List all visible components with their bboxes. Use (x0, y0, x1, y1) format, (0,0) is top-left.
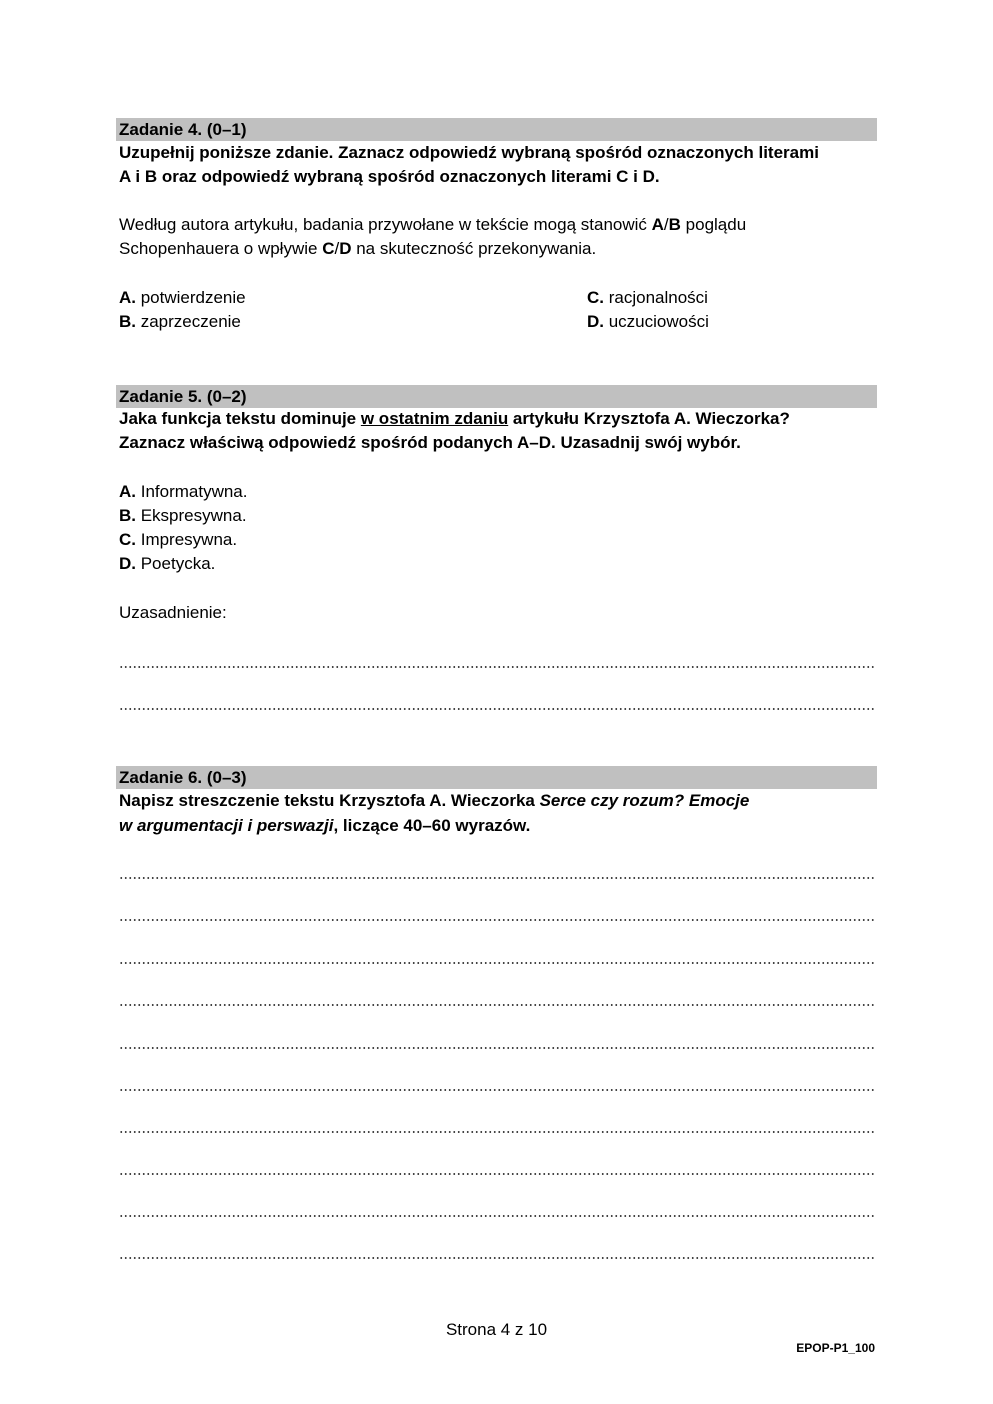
task-4-option-d[interactable] (587, 310, 709, 334)
task-4-header: Zadanie 4. (0–1) (116, 118, 877, 141)
option-letter: A. (119, 288, 136, 307)
slash: / (663, 215, 669, 234)
option-text: Ekspresywna. (136, 506, 247, 525)
option-text: potwierdzenie (136, 288, 246, 307)
answer-line[interactable] (119, 707, 874, 711)
task-4-option-a[interactable] (119, 286, 246, 310)
task-5-option-a[interactable] (119, 480, 248, 504)
answer-line[interactable] (119, 876, 874, 880)
choice-b-marker: B (668, 215, 681, 234)
task-4-option-b[interactable] (119, 310, 241, 334)
answer-line[interactable] (119, 961, 874, 965)
option-letter: A. (119, 482, 136, 501)
answer-line[interactable] (119, 665, 874, 669)
option-letter: C. (119, 530, 136, 549)
instruction-text: , liczące 40–60 wyrazów. (333, 816, 531, 835)
task-5-option-b[interactable] (119, 504, 247, 528)
underlined-phrase: w ostatnim zdaniu (360, 409, 509, 428)
option-text: Informatywna. (136, 482, 248, 501)
sentence-text: Według autora artykułu, badania przywołane w tekście mogą stanowić (119, 215, 652, 234)
answer-line[interactable] (119, 1256, 874, 1260)
answer-line[interactable] (119, 1130, 874, 1134)
task-6-header: Zadanie 6. (0–3) (116, 766, 877, 789)
option-letter: D. (119, 554, 136, 573)
task-4-sentence-line-1 (119, 213, 746, 237)
choice-c-marker: C (322, 239, 335, 258)
task-4-option-c[interactable] (587, 286, 708, 310)
answer-line[interactable] (119, 918, 874, 922)
task-4-sentence-line-2 (119, 237, 596, 261)
option-letter: B. (119, 506, 136, 525)
answer-line[interactable] (119, 1046, 874, 1050)
answer-line[interactable] (119, 1088, 874, 1092)
task-4-instruction-line-1: Uzupełnij poniższe zdanie. Zaznacz odpowiedź wybraną spośród oznaczonych literami (119, 143, 819, 162)
article-title: w argumentacji i perswazji (119, 816, 334, 835)
answer-line[interactable] (119, 1172, 874, 1176)
task-5-option-d[interactable] (119, 552, 215, 576)
sentence-text: Schopenhauera o wpływie (119, 239, 323, 258)
option-text: uczuciowości (604, 312, 709, 331)
option-letter: B. (119, 312, 136, 331)
slash: / (334, 239, 340, 258)
task-5-question-line-2: Zaznacz właściwą odpowiedź spośród podanych A–D. Uzasadnij swój wybór. (119, 433, 741, 452)
option-letter: C. (587, 288, 604, 307)
answer-line[interactable] (119, 1003, 874, 1007)
choice-d-marker: D (339, 239, 352, 258)
choice-a-marker: A (651, 215, 664, 234)
option-letter: D. (587, 312, 604, 331)
instruction-text: Napisz streszczenie tekstu Krzysztofa A. Wieczorka (119, 791, 540, 810)
option-text: zaprzeczenie (136, 312, 241, 331)
article-title: Serce czy rozum? Emocje (539, 791, 750, 810)
task-5-question-line-1 (119, 407, 790, 431)
task-5-option-c[interactable] (119, 528, 237, 552)
sentence-text: na skuteczność przekonywania. (351, 239, 597, 258)
question-text: artykułu Krzysztofa A. Wieczorka? (508, 409, 790, 428)
question-text: Jaka funkcja tekstu dominuje (119, 409, 361, 428)
sentence-text: poglądu (680, 215, 747, 234)
answer-line[interactable] (119, 1214, 874, 1218)
task-5-header: Zadanie 5. (0–2) (116, 385, 877, 408)
page-number: Strona 4 z 10 (445, 1320, 548, 1339)
task-6-instruction-line-2 (119, 814, 530, 838)
option-text: racjonalności (604, 288, 708, 307)
option-text: Impresywna. (136, 530, 238, 549)
document-code: EPOP-P1_100 (796, 1341, 875, 1355)
justification-label: Uzasadnienie: (119, 603, 227, 622)
task-4-instruction-line-2: A i B oraz odpowiedź wybraną spośród oznaczonych literami C i D. (119, 167, 660, 186)
task-6-instruction-line-1 (119, 789, 749, 813)
option-text: Poetycka. (136, 554, 216, 573)
